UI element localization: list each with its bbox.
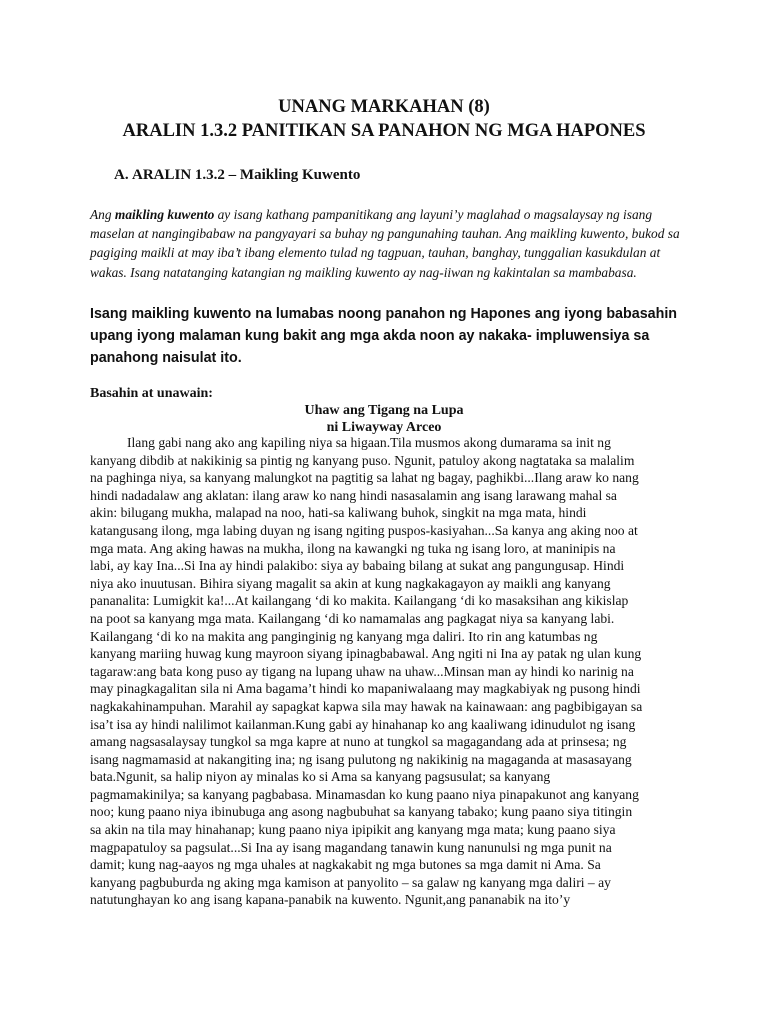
story-line: sa akin na tila may hinahanap; kung paano niya ipipikit ang kanyang mga mata; kung paano siya <box>90 822 616 838</box>
intro-keyword: maikling kuwento <box>114 207 215 222</box>
section-heading-text: ARALIN 1.3.2 – Maikling Kuwento <box>132 167 361 183</box>
story-line: amang nagsasalaysay tungkol sa mga kapre at nuno at tungkol sa magagandang ada at prinsesa; ng <box>90 734 627 750</box>
story-line: pagmamakinilya; sa kanyang pagbabasa. Minamasdan ko kung paano niya pinapakunot ang kanyang <box>90 786 639 802</box>
story-line: na paghinga niya, sa kanyang malungkot na pagtitig sa lahat ng bagay, paghikbi...Ilang araw ko nang <box>90 470 639 486</box>
section-marker: A. <box>114 167 129 183</box>
story-line: na poot sa kanyang mga mata. Kailangang ‘di ko namamalas ang pagkagat niya sa kanyang labi. <box>90 610 615 626</box>
story-line: niya ako inuutusan. Bihira siyang magalit sa akin at kung nagkakagayon ay maikli ang kanyang <box>90 575 611 591</box>
story-line: pananalita: Lumigkit ka!...At kailangang ‘di ko makita. Kailangang ‘di ko masaksihan ang kikislap <box>90 593 629 609</box>
story-line: natutunghayan ko ang isang kapana-panabik na kuwento. Ngunit,ang pananabik na ito’y <box>90 892 571 908</box>
story-line: Ilang gabi nang ako ang kapiling niya sa higaan.Tila musmos akong dumarama sa init ng <box>127 435 611 450</box>
story-line: hindi nadadalaw ang aklatan: ilang araw ko nang hindi nasasalamin ang isang larawang mahal sa <box>90 487 617 503</box>
reading-prompt: Basahin at unawain: <box>90 386 213 401</box>
story-line: noo; kung paano niya ibinubuga ang asong nagbubuhat sa kanyang tabako; kung paano siya titingin <box>90 804 633 820</box>
highlight-instruction: Isang maikling kuwento na lumabas noong panahon ng Hapones ang iyong babasahin upang iyong malaman kung bakit ang mga akda noon ay nakaka- impluwensiya sa panahong naisulat ito. <box>90 306 678 366</box>
story-title: Uhaw ang Tigang na Lupa <box>304 403 464 418</box>
story-author: ni Liwayway Arceo <box>326 420 442 435</box>
page-title: UNANG MARKAHAN (8) <box>278 97 490 117</box>
section-heading <box>114 165 360 185</box>
story-line: kanyang dibdib at nakikinig sa pintig ng kanyang puso. Ngunit, patuloy akong nagtataka sa malalim <box>90 452 635 468</box>
story-line: nagkakahinampuhan. Marahil ay sapagkat kapwa sila may hawak na kainawaan: ang pagbibigayan sa <box>90 698 643 714</box>
story-line: akin: bilugang mukha, malapad na noo, hati-sa kaliwang buhok, singkit na mga mata, hindi <box>90 505 587 521</box>
story-line: kanyang pagbuburda ng aking mga kamison at panyolito – sa galaw ng kanyang mga daliri – ay <box>90 874 611 890</box>
story-line: damit; kung nag-aayos ng mga uhales at nagkakabit ng mga butones sa mga damit ni Ama. Sa <box>90 857 601 873</box>
story-line: katangusang ilong, mga labing duyan ng isang ngiting puspos-kasiyahan...Sa kanya ang aking noo at <box>90 522 638 538</box>
story-line: kanyang mariing huwag kung mayroon siyang ipinagbabawal. Ang ngiti ni Ina ay patak ng ulan kung <box>90 646 642 662</box>
story-line: mga mata. Ang aking hawas na mukha, ilong na kawangki ng tuka ng isang loro, at maninipis na <box>90 540 616 556</box>
story-line: magpapatuloy sa pagsulat...Si Ina ay isang magandang tanawin kung nanunulsi ng mga punit na <box>90 839 612 855</box>
story-line: isang nagmamasid at nakangiting ina; ng isang pulutong ng nakikinig na magaganda at masasayang <box>90 751 632 767</box>
story-line: isa’t isa ay hindi nalilimot kailanman.Kung gabi ay hinahanap ko ang kaaliwang idinudulot ng isang <box>90 716 636 732</box>
story-line: labi, ay kay Ina...Si Ina ay hindi palakibo: siya ay babaing bilang at sukat ang pangungusap. Hindi <box>90 558 625 574</box>
story-line: Kailangang ‘di ko na makita ang panginginig ng kanyang mga daliri. Ito rin ang katumbas ng <box>90 628 598 644</box>
story-line: tagaraw:ang bata kong puso ay tigang na lupang uhaw na uhaw...Minsan man ay hindi ko narinig na <box>90 663 634 679</box>
story-line: bata.Ngunit, sa halip niyon ay minalas ko si Ama sa kanyang pagsusulat; sa kanyang <box>90 769 551 785</box>
story-line: may pinagkagalitan sila ni Ama bagama’t hindi ko mapaniwalaang may magkabiyak ng pusong hindi <box>90 681 641 697</box>
intro-text: ay isang kathang pampanitikang ang layuni’y maglahad o magsalaysay ng isang maselan at nangingibabaw na pangyayari sa buhay ng pangunahing tauhan. Ang maikling kuwento, bukod sa pagiging maikli at may iba’t ibang elemento tulad ng tagpuan, tauhan, banghay, tunggalian kasukdulan at wakas. Isang natatanging katangian ng maikling kuwento ay nag-iiwan ng kakintalan sa mambabasa. <box>90 207 680 280</box>
lesson-title: ARALIN 1.3.2 PANITIKAN SA PANAHON NG MGA HAPONES <box>122 121 646 141</box>
intro-paragraph <box>90 205 690 282</box>
intro-prefix: Ang <box>90 207 115 222</box>
story-body <box>90 434 690 909</box>
